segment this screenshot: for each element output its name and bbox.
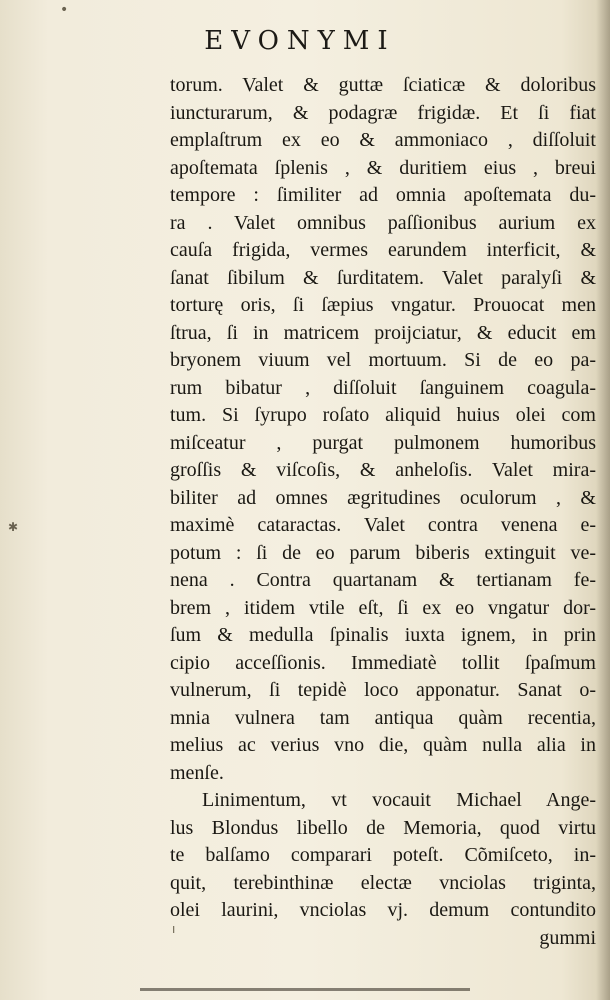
text-line: rum bibatur , diſſoluit ſanguinem coagula- — [170, 376, 596, 399]
text-line: emplaſtrum ex eo & ammoniaco , diſſoluit — [170, 129, 596, 151]
text-line: menſe. — [170, 761, 224, 784]
text-line: ra . Valet omnibus paſſionibus aurium ex — [170, 211, 596, 234]
ink-speck: ✱ — [8, 520, 19, 534]
page-gutter-shadow — [596, 0, 610, 1000]
text-line: te balſamo comparari poteſt. Cõmiſceto, in- — [170, 844, 596, 866]
text-line: mnia vulnera tam antiqua quàm recentia, — [170, 706, 596, 729]
text-line: nena . Contra quartanam & tertianam fe- — [170, 569, 596, 591]
text-line: cipio acceſſionis. Immediatè tollit ſpaſmum — [170, 651, 596, 674]
text-line: iuncturarum, & podagræ frigidæ. Et ſi fiat — [170, 101, 596, 124]
running-head: EVONYMI — [204, 26, 396, 56]
ink-speck: • — [60, 2, 69, 18]
text-line: Linimentum, vt vocauit Michael Ange- — [202, 789, 596, 811]
text-line: brem , itidem vtile eſt, ſi ex eo vngatur dor- — [170, 596, 596, 619]
text-line: olei laurini, vnciolas vj. demum contundito — [170, 899, 596, 921]
text-line: groſſis & viſcoſis, & anheloſis. Valet mira- — [170, 459, 596, 481]
text-line: cauſa frigida, vermes earundem interficit, & — [170, 239, 596, 261]
text-line: ſtrua, ſi in matricem proijciatur, & educit em — [170, 321, 596, 344]
text-line: lus Blondus libello de Memoria, quod virtu — [170, 816, 596, 839]
text-line: melius ac verius vno die, quàm nulla alia in — [170, 734, 596, 756]
text-line: biliter ad omnes ægritudines oculorum , & — [170, 486, 596, 509]
text-line: quit, terebinthinæ electæ vnciolas triginta, — [170, 871, 596, 894]
text-line: miſceatur , purgat pulmonem humoribus — [170, 431, 596, 454]
ink-speck: ı — [172, 922, 176, 936]
text-line: torturę oris, ſi ſæpius vngatur. Prouocat men — [170, 294, 596, 316]
bottom-edge-rule — [140, 988, 470, 991]
text-line: potum : ſi de eo parum biberis extinguit ve- — [170, 541, 596, 564]
text-line: maximè cataractas. Valet contra venena e- — [170, 514, 596, 536]
text-line: ſanat ſibilum & ſurditatem. Valet paralyſi & — [170, 266, 596, 289]
text-line: apoſtemata ſplenis , & duritiem eius , breui — [170, 156, 596, 179]
text-line: tempore : ſimiliter ad omnia apoſtemata du- — [170, 184, 596, 206]
text-line: ſum & medulla ſpinalis iuxta ignem, in prin — [170, 624, 596, 646]
body-text — [170, 72, 596, 952]
text-line: torum. Valet & guttæ ſciaticæ & doloribus — [170, 74, 596, 96]
text-line: vulnerum, ſi tepidè loco apponatur. Sanat o- — [170, 679, 596, 701]
text-line: bryonem viuum vel mortuum. Si de eo pa- — [170, 349, 596, 371]
text-line: tum. Si ſyrupo roſato aliquid huius olei com — [170, 404, 596, 426]
catchword: gummi — [539, 926, 596, 949]
